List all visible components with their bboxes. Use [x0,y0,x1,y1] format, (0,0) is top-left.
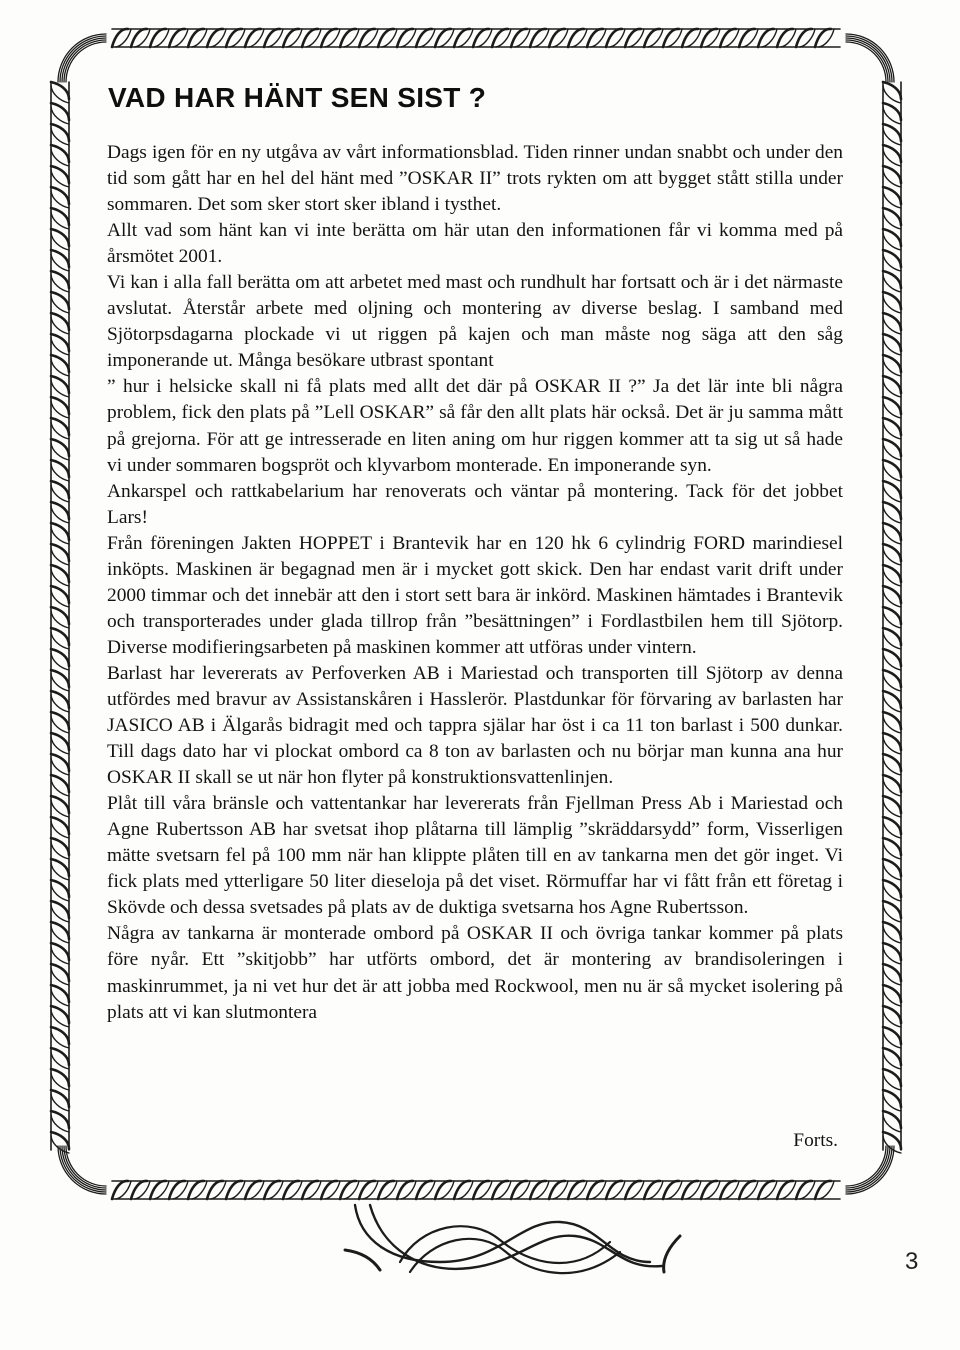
paragraph: ” hur i helsicke skall ni få plats med allt det där på OSKAR II ?” Ja det lär inte bli några problem, fick den plats på ”Lell OSKAR” så får den allt plats här också. Det är ju samma mått på grejorna. För att ge intresserade en liten aning om hur riggen kommer att ta sig ut så hade vi under sommaren bogspröt och klyvarbom monterade. En imponerande syn. [107,376,843,476]
paragraph: Dags igen för en ny utgåva av vårt informationsblad. Tiden rinner undan snabbt och under den tid som gått har en hel del hänt med ”OSKAR II” trots rykten om att bygget stått stilla under sommaren. Det som sker stort sker ibland i tysthet. [107,142,843,216]
paragraph: Vi kan i alla fall berätta om att arbetet med mast och rundhult har fortsatt och är i det närmaste avslutat. Återstår arbete med oljning och montering av diverse beslag. I samband med Sjötorpsdagarna plockade vi ut riggen på kajen och man måste nog säga att den såg imponerande ut. Många besökare utbrast spontant [107,272,843,372]
paragraph: Några av tankarna är monterade ombord på OSKAR II och övriga tankar kommer på plats före nyår. Ett ”skitjobb” har utförts ombord, det är montering av brandisoleringen i maskinrummet, ja ni vet hur det är att jobba med Rockwool, men nu är så mycket isolering på plats att vi kan slutmontera [107,923,843,1023]
continued-label: Forts. [793,1130,838,1151]
paragraph: Från föreningen Jakten HOPPET i Brantevik har en 120 hk 6 cylindrig FORD marindiesel inköpts. Maskinen är begagnad men är i mycket gott skick. Den har endast varit drift under 2000 timmar och det innebär att den i stort sett bara är inkörd. Maskinen hämtades i Brantevik och transporterades under glada tillrop från ”besättningen” i Fordlastbilen hem till Sjötorp. Diverse modifieringsarbeten på maskinen kommer att utföras under vintern. [107,532,843,658]
paragraph: Barlast har levererats av Perfoverken AB i Mariestad och transporten till Sjötorp av denna utfördes med bravur av Assistanskåren i Hasslerör. Plastdunkar för förvaring av barlasten har JASICO AB i Älgarås bidragit med och tappra själar har öst i ca 11 ton barlast i 500 dunkar. Till dags dato har vi plockat ombord ca 8 ton av barlasten och nu börjar man kunna ana hur OSKAR II skall se ut när hon flyter på konstruktionsvattenlinjen. [107,662,843,789]
article-body [107,140,843,1026]
page-title: VAD HAR HÄNT SEN SIST ? [108,82,487,113]
paragraph: Ankarspel och rattkabelarium har renoverats och väntar på montering. Tack för det jobbet Lars! [107,480,843,528]
paragraph: Plåt till våra bränsle och vattentankar har levererats från Fjellman Press Ab i Mariestad och Agne Rubertsson AB har svetsat ihop plåtarna till lämplig ”skräddarsydd” form, Visserligen mätte svetsarn fel på 100 mm när han klippte plåten till en av tankarna men det gör inget. Vi fick plats med ytterligare 50 liter dieseloja på det viset. Rörmuffar har vi fått från ett företag i Skövde och dessa svetsades på plats av de duktiga svetsarna hos Agne Rubertsson. [107,793,843,919]
paragraph: Allt vad som hänt kan vi inte berätta om här utan den informationen får vi komma med på årsmötet 2001. [107,220,843,268]
page-number: 3 [905,1248,919,1275]
